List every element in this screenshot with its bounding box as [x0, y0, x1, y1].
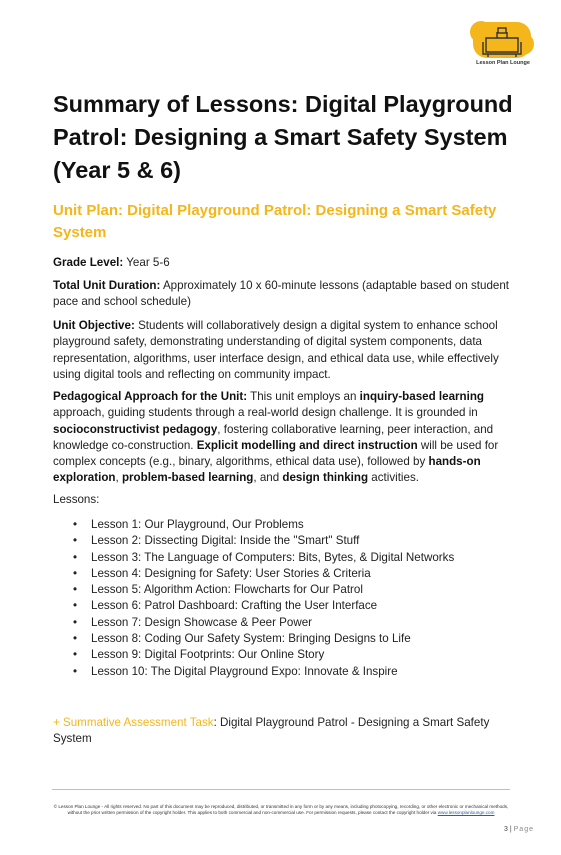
list-item — [53, 582, 523, 598]
unit-plan-subtitle: Unit Plan: Digital Playground Patrol: Designing a Smart Safety System — [53, 202, 497, 241]
lesson-title: Lesson 4: Designing for Safety: User Stories & Criteria — [91, 566, 371, 580]
lessons-list — [53, 517, 523, 680]
pedagogy-text: will be used for complex concepts (e.g., binary, algorithms, ethical data use), followed by — [53, 438, 499, 469]
bullet-icon: • — [73, 599, 78, 613]
list-item — [53, 631, 523, 647]
lesson-title: Lesson 1: Our Playground, Our Problems — [91, 518, 304, 531]
grade-level-label: Grade Level: — [53, 256, 124, 269]
pedagogy-text: , and — [253, 471, 283, 485]
lesson-title: Lesson 6: Patrol Dashboard: Crafting the User Interface — [91, 599, 378, 613]
pedagogy-label: Pedagogical Approach for the Unit: — [53, 390, 248, 403]
summative-assessment-link[interactable]: + Summative Assessment Task — [53, 716, 214, 729]
bullet-icon: • — [73, 648, 78, 662]
bullet-icon: • — [73, 583, 78, 597]
lesson-title: Lesson 9: Digital Footprints: Our Online Story — [91, 648, 325, 662]
pedagogy-text: This unit employs an — [250, 390, 360, 403]
summative-assessment-text: : Digital Playground Patrol - Designing a Smart Safety System — [53, 716, 490, 746]
list-item — [53, 664, 523, 680]
grade-level-value: Year 5-6 — [126, 256, 170, 269]
list-item — [53, 517, 523, 533]
logo-text: Lesson Plan Lounge — [476, 60, 530, 66]
list-item — [53, 647, 523, 663]
pedagogical-approach — [53, 389, 523, 487]
unit-objective-value: Students will collaboratively design a digital system to enhance school playground safety, demonstrating understanding of digital system components, data representation, algorithms, user interface design, and ethical data use, while effectively using digital tools and reflecting on community impact. — [53, 319, 499, 381]
list-item — [53, 550, 523, 566]
unit-duration — [53, 278, 523, 311]
list-item — [53, 566, 523, 582]
pedagogy-text: , — [115, 471, 122, 485]
summative-assessment — [53, 715, 528, 748]
pedagogy-text: approach, guiding students through a real-world design challenge. It is grounded in — [53, 406, 478, 420]
page-separator: | — [507, 826, 514, 833]
bullet-icon: • — [73, 534, 78, 548]
lesson-title: Lesson 3: The Language of Computers: Bits, Bytes, & Digital Networks — [91, 550, 455, 564]
pedagogy-text: , fostering collaborative learning, peer interaction, and knowledge co-construction. — [53, 422, 494, 452]
grade-level — [53, 255, 523, 271]
pedagogy-emphasis: hands-on exploration — [53, 455, 481, 485]
bullet-icon: • — [73, 550, 78, 564]
lesson-title: Lesson 8: Coding Our Safety System: Bringing Designs to Life — [91, 632, 411, 646]
list-item — [53, 615, 523, 631]
pedagogy-emphasis: socioconstructivist pedagogy — [53, 422, 218, 436]
bullet-icon: • — [73, 615, 78, 629]
bullet-icon: • — [73, 632, 78, 646]
lesson-title: Lesson 7: Design Showcase & Peer Power — [91, 615, 313, 629]
pedagogy-emphasis: design thinking — [282, 471, 369, 485]
lessons-heading: Lessons: — [53, 493, 100, 506]
footer-divider — [52, 789, 510, 790]
website-link[interactable]: www.lessonplanlounge.com — [437, 810, 495, 816]
lesson-title: Lesson 2: Dissecting Digital: Inside the "Smart" Stuff — [91, 534, 360, 548]
list-item — [53, 533, 523, 549]
page-title: Summary of Lessons: Digital Playground Patrol: Designing a Smart Safety System (Year 5 & 6) — [53, 91, 513, 183]
page-number — [470, 826, 534, 833]
pedagogy-emphasis: inquiry-based learning — [359, 390, 485, 403]
page-number-value: 3 — [504, 826, 508, 833]
copyright-footer — [52, 804, 510, 817]
unit-duration-label: Total Unit Duration: — [53, 279, 161, 292]
lesson-title: Lesson 10: The Digital Playground Expo: Innovate & Inspire — [91, 664, 398, 678]
unit-objective-label: Unit Objective: — [53, 319, 135, 332]
copyright-text: © Lesson Plan Lounge - All rights reserved. No part of this document may be reproduced, distributed, or transmitted in any form or by any means, including photocopying, recording, or other electronic or mechanical methods, without the prior written permission of the copyright holder. This applies to both commercial and non-commercial use. For permission requests, please contact the copyright holder via — [53, 804, 509, 816]
pedagogy-text: activities. — [368, 471, 419, 485]
bullet-icon: • — [73, 664, 78, 678]
pedagogy-emphasis: Explicit modelling and direct instruction — [196, 438, 418, 452]
page-label: Page — [513, 826, 534, 833]
pedagogy-emphasis: problem-based learning — [121, 471, 254, 485]
unit-duration-value: Approximately 10 x 60-minute lessons (adaptable based on student pace and school schedule) — [53, 279, 510, 309]
bullet-icon: • — [73, 566, 78, 580]
lesson-title: Lesson 5: Algorithm Action: Flowcharts for Our Patrol — [91, 583, 363, 597]
bullet-icon: • — [73, 518, 78, 531]
list-item — [53, 598, 523, 614]
unit-objective — [53, 318, 523, 383]
